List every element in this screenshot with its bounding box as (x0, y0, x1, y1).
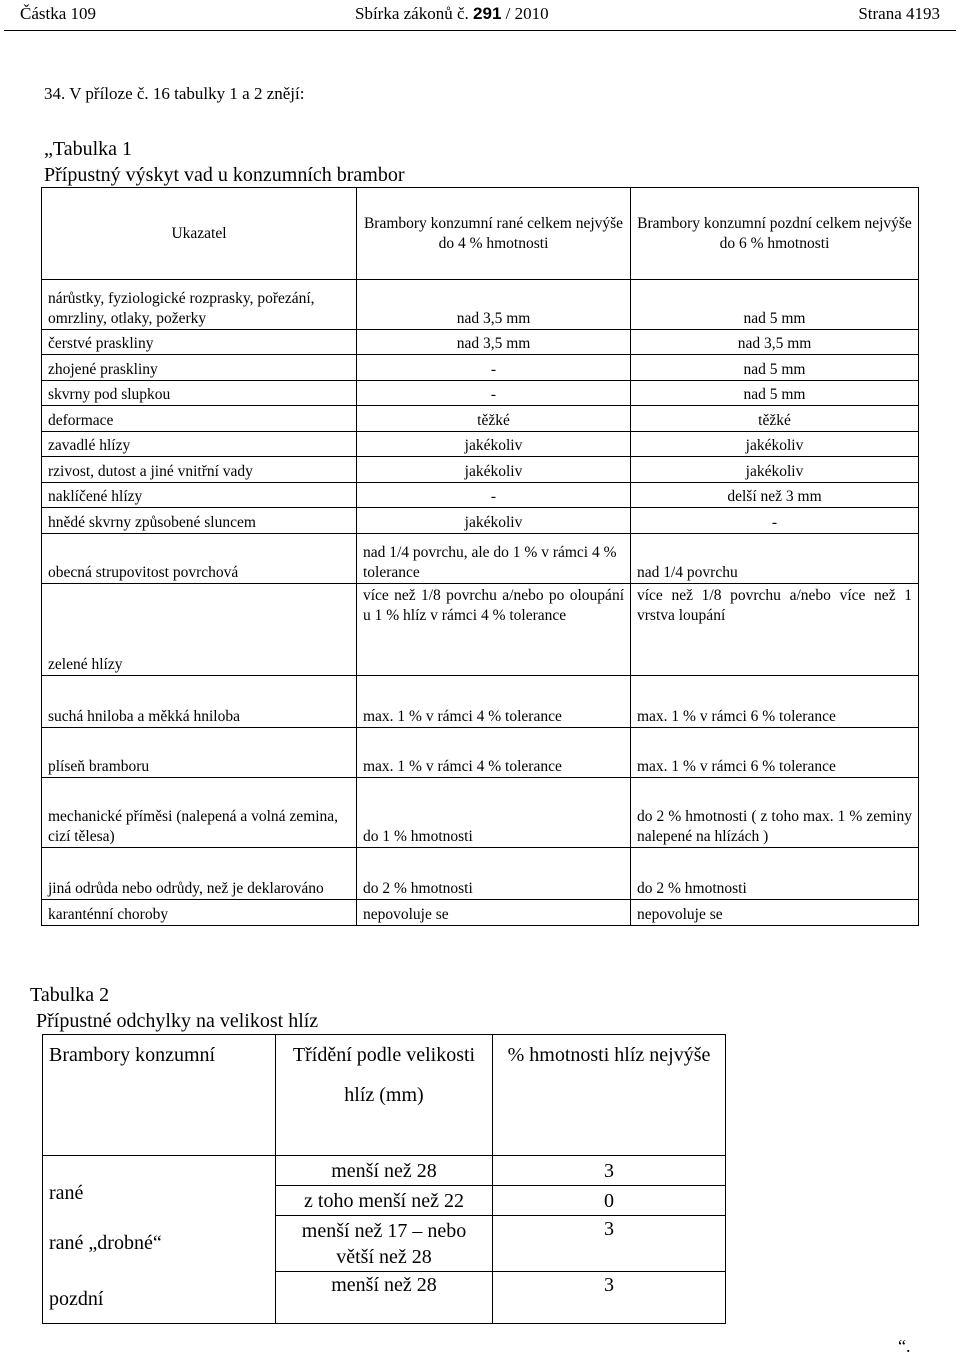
table-row: hnědé skvrny způsobené sluncem jakékoliv - (42, 508, 919, 534)
issue-number: Částka 109 (20, 4, 97, 23)
table-row: mechanické příměsi (nalepená a volná zemina, cizí tělesa) do 1 % hmotnosti do 2 % hmotnosti ( z toho max. 1 % zeminy nalepené na hlízách ) (42, 778, 919, 848)
table2-title: Tabulka 2 Přípustné odchylky na velikost hlíz (30, 984, 319, 1032)
table-row: naklíčené hlízy - delší než 3 mm (42, 483, 919, 508)
column-header-early: Brambory konzumní rané celkem nejvýše do 4 % hmotnosti (357, 188, 631, 280)
table-row: čerstvé praskliny nad 3,5 mm nad 3,5 mm (42, 330, 919, 355)
law-number: 291 (473, 4, 502, 23)
law-year: / 2010 (505, 4, 549, 23)
size-tolerance-table (42, 1034, 726, 1324)
table-row: obecná strupovitost povrchová nad 1/4 povrchu, ale do 1 % v rámci 4 % tolerance nad 1/4 povrchu (42, 534, 919, 584)
table-header-row (42, 188, 919, 280)
table-row: plíseň bramboru max. 1 % v rámci 4 % tolerance max. 1 % v rámci 6 % tolerance (42, 728, 919, 778)
table-row: zelené hlízy více než 1/8 povrchu a/nebo po oloupání u 1 % hlíz v rámci 4 % tolerance více než 1/8 povrchu a/nebo více než 1 vrstva loupání (42, 584, 919, 676)
table-row: z toho menší než 22 0 (43, 1186, 726, 1216)
intro-paragraph: 34. V příloze č. 16 tabulky 1 a 2 znějí: (44, 84, 305, 103)
collection-title: Sbírka zákonů č. 291 / 2010 (355, 4, 549, 23)
table-row: deformace těžké těžké (42, 406, 919, 432)
header-divider (4, 30, 956, 31)
table-row: suchá hniloba a měkká hniloba max. 1 % v rámci 4 % tolerance max. 1 % v rámci 6 % tolerance (42, 676, 919, 728)
defects-table (41, 187, 919, 926)
table-row: karanténní choroby nepovoluje se nepovoluje se (42, 900, 919, 926)
table1-title: „Tabulka 1 Přípustný výskyt vad u konzumních brambor (44, 138, 405, 186)
table-row: menší než 17 – nebo větší než 28 3 (43, 1216, 726, 1272)
table-row: menší než 28 3 (43, 1272, 726, 1324)
page-number: Strana 4193 (858, 4, 940, 23)
table-row: nárůstky, fyziologické rozprasky, pořezání, omrzliny, otlaky, požerky nad 3,5 mm nad 5 mm (42, 280, 919, 330)
closing-quote: “. (898, 1336, 911, 1356)
table-row: skvrny pod slupkou - nad 5 mm (42, 381, 919, 406)
column-header-potatoes: Brambory konzumní (43, 1035, 276, 1156)
table-row: rané rané „drobné“ pozdní menší než 28 3 (43, 1156, 726, 1186)
category-cell: rané rané „drobné“ pozdní (43, 1156, 276, 1324)
page-header (20, 4, 940, 26)
column-header-indicator: Ukazatel (42, 188, 357, 280)
table-row: zavadlé hlízy jakékoliv jakékoliv (42, 432, 919, 457)
table-row: zhojené praskliny - nad 5 mm (42, 355, 919, 381)
column-header-sorting: Třídění podle velikosti hlíz (mm) (276, 1035, 493, 1156)
table-row: jiná odrůda nebo odrůdy, než je deklarováno do 2 % hmotnosti do 2 % hmotnosti (42, 848, 919, 900)
column-header-late: Brambory konzumní pozdní celkem nejvýše do 6 % hmotnosti (631, 188, 919, 280)
table-header-row (43, 1035, 726, 1156)
column-header-percent: % hmotnosti hlíz nejvýše (493, 1035, 726, 1156)
table-row: rzivost, dutost a jiné vnitřní vady jakékoliv jakékoliv (42, 457, 919, 483)
